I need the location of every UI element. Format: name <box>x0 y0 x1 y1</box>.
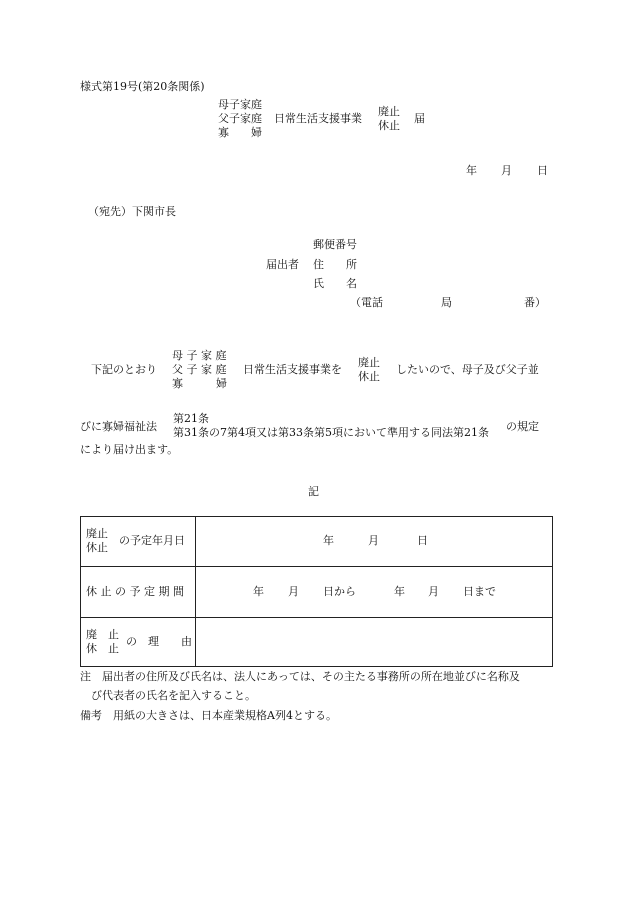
row2-from-month: 月 <box>288 585 299 598</box>
body-continuation: したいので、母子及び父子並 <box>396 363 539 376</box>
ki-heading: 記 <box>308 485 319 498</box>
row1-label-haishi: 廃止 <box>86 527 108 540</box>
table-row-reason <box>81 618 553 667</box>
row1-month-label: 月 <box>368 534 379 547</box>
title-service: 日常生活支援事業 <box>274 112 362 125</box>
title-type-fushi: 父子家庭 <box>218 112 262 125</box>
row1-label-kyushi: 休止 <box>86 541 108 554</box>
name-label: 氏 名 <box>313 277 357 290</box>
body-action-haishi: 廃止 <box>358 356 380 369</box>
phone-label: （電話 <box>350 296 383 309</box>
body-provision: の規定 <box>506 420 539 433</box>
title-type-boshi: 母子家庭 <box>218 98 262 111</box>
row2-label: 休 止 の 予 定 期 間 <box>86 585 184 598</box>
row1-year-label: 年 <box>323 534 334 547</box>
form-number: 様式第19号(第20条関係) <box>80 80 205 93</box>
row3-label-no: の <box>126 635 137 648</box>
postal-code-label: 郵便番号 <box>313 238 357 251</box>
body-applicant-types <box>172 349 227 391</box>
note-line-2: び代表者の氏名を記入すること。 <box>91 689 256 702</box>
body-type-fushi: 父 子 家 庭 <box>172 363 227 376</box>
remark-line: 備考 用紙の大きさは、日本産業規格A列4とする。 <box>80 709 337 722</box>
table-row-scheduled-date <box>81 517 553 567</box>
phone-number-label: 番） <box>524 296 546 309</box>
note-line-1: 注 届出者の住所及び氏名は、法人にあっては、その主たる事務所の所在地並びに名称及 <box>80 670 520 683</box>
date-day-label: 日 <box>537 164 548 177</box>
table-label-cell <box>81 618 196 667</box>
table-label-cell <box>81 567 196 618</box>
row3-label-actions <box>86 628 119 656</box>
row1-day-label: 日 <box>417 534 428 547</box>
body-actions <box>358 356 380 384</box>
table-label-cell <box>81 517 196 567</box>
title-action-haishi: 廃止 <box>378 105 400 118</box>
row1-label-rest: の予定年月日 <box>119 534 185 547</box>
row3-label-kyushi: 休 止 <box>86 642 119 655</box>
row3-label-haishi: 廃 止 <box>86 628 119 641</box>
row2-from-day: 日から <box>323 585 356 598</box>
body-article-31: 第31条の7第4項又は第33条第5項において準用する同法第21条 <box>173 426 489 439</box>
row2-from-year: 年 <box>253 585 264 598</box>
row2-to-month: 月 <box>428 585 439 598</box>
row3-label-reason: 理 由 <box>148 635 192 648</box>
title-applicant-types <box>218 98 262 140</box>
row2-to-day: 日まで <box>463 585 496 598</box>
row1-label-actions <box>86 527 108 555</box>
body-articles <box>173 412 489 440</box>
title-suffix: 届 <box>414 112 425 125</box>
body-type-boshi: 母 子 家 庭 <box>172 349 227 362</box>
title-actions <box>378 105 400 133</box>
body-law-name: びに寡婦福祉法 <box>80 420 157 433</box>
body-article-21: 第21条 <box>173 412 209 425</box>
title-type-kafu: 寡 婦 <box>218 126 262 139</box>
table-value-cell[interactable] <box>196 618 553 667</box>
body-closing: により届け出ます。 <box>80 443 179 456</box>
table-row-suspension-period <box>81 567 553 618</box>
date-year-label: 年 <box>466 164 477 177</box>
body-lead: 下記のとおり <box>91 363 157 376</box>
date-month-label: 月 <box>501 164 512 177</box>
body-action-kyushi: 休止 <box>358 370 380 383</box>
notifier-label: 届出者 <box>266 258 299 271</box>
title-action-kyushi: 休止 <box>378 119 400 132</box>
address-label: 住 所 <box>313 258 357 271</box>
row2-to-year: 年 <box>394 585 405 598</box>
body-type-kafu: 寡 婦 <box>172 377 227 390</box>
phone-exchange-label: 局 <box>441 296 452 309</box>
addressee: （宛先）下関市長 <box>88 205 176 218</box>
table-value-cell[interactable] <box>196 517 553 567</box>
details-table <box>80 516 553 667</box>
table-value-cell[interactable] <box>196 567 553 618</box>
body-service: 日常生活支援事業を <box>243 363 342 376</box>
